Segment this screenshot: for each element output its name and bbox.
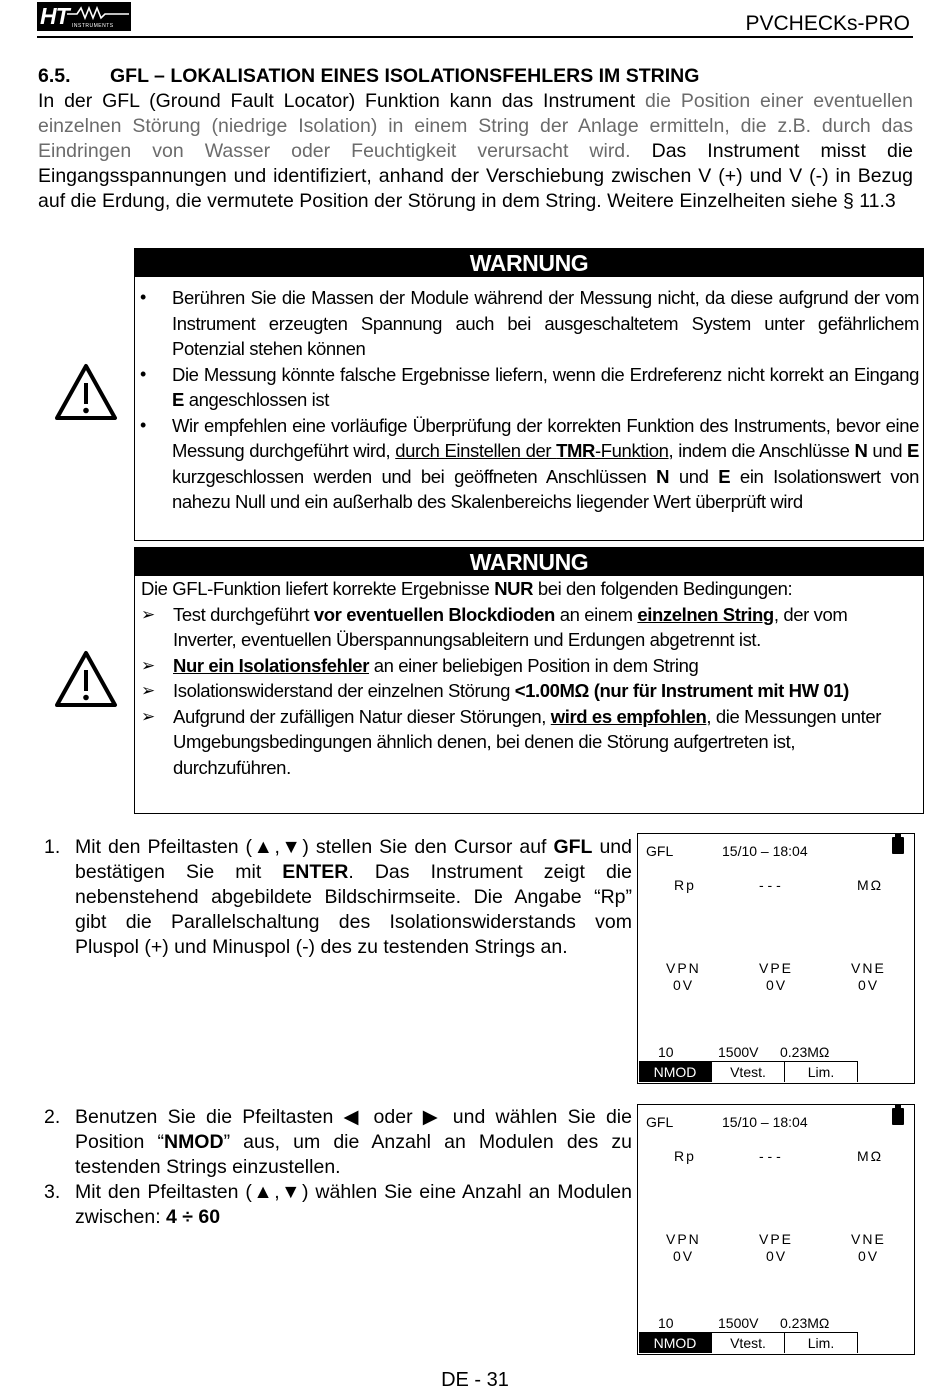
page-number: DE - 31	[441, 1369, 509, 1391]
bullet-text-underlined	[395, 440, 673, 461]
warning-triangle-icon	[54, 650, 118, 708]
step-text: und bestätigen Sie mit	[75, 836, 632, 883]
paragraph-part: In der GFL (Ground Fault Locator) Funktion kann das Instrument	[38, 90, 645, 112]
warning-intro	[135, 576, 923, 602]
warning-bullet	[135, 413, 923, 515]
item-text-bold-underlined: einzelnen String	[637, 603, 774, 625]
lcd-vne-value: 0V	[858, 1248, 880, 1264]
bullet-text-bold: N	[854, 440, 868, 461]
lcd-nmod-value: 10	[658, 1315, 674, 1331]
header-divider	[37, 36, 913, 38]
step-number: 2.	[44, 1106, 61, 1128]
lcd-vtest-value: 1500V	[718, 1044, 759, 1060]
step-text: Mit den Pfeiltasten (▲,▼) wählen Sie eine Anzahl an Modulen zwischen:	[75, 1181, 632, 1228]
lcd-vpn-label: VPN	[666, 1231, 701, 1247]
intro-text-bold: NUR	[494, 578, 534, 599]
step-number: 1.	[44, 836, 61, 858]
bullet-text: Wir empfehlen eine vorläufige Überprüfung der korrekten Funktion des Instruments, bevor eine Messung durchgeführt wird,	[172, 414, 919, 461]
lcd-vpe-value: 0V	[766, 1248, 788, 1264]
lcd-mode: GFL	[646, 1114, 674, 1130]
bullet-text: kurzgeschlossen werden und bei geöffneten Anschlüssen	[172, 465, 657, 487]
lcd-vpn-label: VPN	[666, 960, 701, 976]
item-text: Test durchgeführt	[173, 603, 314, 625]
waveform-icon	[67, 6, 129, 20]
step-number: 3.	[44, 1181, 61, 1203]
lcd-rp-value: - - -	[759, 1148, 781, 1164]
lcd-rp-value: - - -	[759, 877, 781, 893]
step-text: . Das Instrument zeigt die nebenstehend abgebildete Bildschirmseite. Die Angabe “Rp” gibt die Parallelschaltung des Isolationswiderstands vom Pluspol (+) und Minuspol (-) des zu testenden Strings an.	[75, 861, 632, 958]
warning-triangle-icon	[54, 363, 118, 421]
lcd-vpe-label: VPE	[759, 960, 794, 976]
intro-text: bei den folgenden Bedingungen:	[533, 578, 793, 599]
logo-text: HT	[40, 3, 69, 29]
lcd-rp-label: Rp	[674, 1148, 696, 1164]
step-text: ” aus, um die Anzahl an Modulen des zu testenden Strings einzustellen.	[75, 1131, 632, 1178]
lcd-vpe-value: 0V	[766, 977, 788, 993]
condition-item	[135, 653, 923, 679]
step-item	[40, 1105, 632, 1180]
bullet-text-bold: TMR	[556, 440, 595, 461]
step-text-bold: ENTER	[282, 861, 349, 883]
warning-bullet	[135, 362, 923, 413]
tab-vtest[interactable]: Vtest.	[712, 1061, 785, 1082]
ht-instruments-logo	[37, 2, 131, 31]
item-text: Isolationswiderstand der einzelnen Störung	[173, 680, 515, 701]
item-text: an einem	[554, 603, 638, 625]
lcd-vpe-label: VPE	[759, 1231, 794, 1247]
battery-icon	[892, 1108, 904, 1125]
item-text: an einer beliebigen Position in dem String	[369, 654, 699, 676]
item-text: , die Messungen unter Umgebungsbedingungen ähnlich denen, bei denen die Störung aufgertreten ist, durchzuführen.	[173, 705, 882, 778]
paragraph-part-grey: die Position einer eventuellen einzelnen Störung (niedrige Isolation) in einem String der Anlage ermitteln, die z.B. durch das Eindringen von Wasser oder Feuchtigkeit verursacht wird.	[38, 90, 913, 162]
item-text: Aufgrund der zufälligen Natur dieser Störungen,	[173, 705, 551, 727]
warning-title: WARNUNG	[135, 249, 923, 277]
step-item	[40, 835, 632, 960]
warning-box-1	[134, 248, 924, 541]
lcd-screen-1	[637, 833, 915, 1084]
document-title: PVCHECKs-PRO	[745, 12, 910, 35]
steps-group-1	[40, 835, 632, 960]
bullet-text: indem die Anschlüsse	[673, 440, 855, 461]
section-heading	[38, 64, 913, 89]
bullet-text-bold: E	[718, 465, 731, 487]
lcd-rp-unit: MΩ	[857, 1148, 884, 1164]
logo-subtext: INSTRUMENTS	[72, 23, 114, 29]
tab-nmod[interactable]: NMOD	[639, 1061, 712, 1082]
bullet-text: -Funktion,	[595, 440, 674, 461]
condition-item	[135, 704, 923, 781]
bullet-text-bold: E	[172, 389, 184, 410]
lcd-tab-bar	[639, 1061, 858, 1082]
bullet-text: Berühren Sie die Massen der Module während der Messung nicht, da diese aufgrund der vom Instrument erzeugten Spannung auch bei ausgeschaltetem System unter gefährlichem Potenzial stehen können	[172, 287, 919, 359]
warning-box-2	[134, 547, 924, 814]
lcd-mode: GFL	[646, 843, 674, 859]
step-text: Benutzen Sie die Pfeiltasten ◀ oder ▶ und wählen Sie die Position “	[75, 1106, 632, 1153]
lcd-screen-2	[637, 1104, 915, 1355]
lcd-vne-label: VNE	[851, 1231, 886, 1247]
intro-text: Die GFL-Funktion liefert korrekte Ergebnisse	[141, 578, 495, 599]
lcd-tab-bar	[639, 1332, 858, 1353]
tab-vtest[interactable]: Vtest.	[712, 1332, 785, 1353]
item-text-bold: <1.00MΩ (nur für Instrument mit HW 01)	[514, 680, 849, 701]
condition-item	[135, 602, 923, 653]
section-title: GFL – LOKALISATION EINES ISOLATIONSFEHLERS IM STRING	[110, 65, 700, 87]
section-6-5	[38, 64, 913, 214]
lcd-vpn-value: 0V	[673, 1248, 695, 1264]
bullet-text: Die Messung könnte falsche Ergebnisse liefern, wenn die Erdreferenz nicht korrekt an Eingang	[172, 363, 919, 385]
bullet-text: durch Einstellen der	[395, 440, 557, 461]
section-paragraph	[38, 89, 913, 214]
item-text-bold-underlined: Nur ein Isolationsfehler	[173, 654, 369, 676]
lcd-rp-unit: MΩ	[857, 877, 884, 893]
lcd-vne-value: 0V	[858, 977, 880, 993]
paragraph-part: Das Instrument misst die Eingangsspannungen und identifiziert, anhand der Verschiebung zwischen V (+) und V (-) in Bezug auf die Erdung, die vermutete Position der Störung in dem String. Weitere Einzelheiten siehe § 11.3	[38, 140, 913, 212]
bullet-text-bold: E	[907, 440, 919, 461]
battery-icon	[892, 837, 904, 854]
warning-title: WARNUNG	[135, 548, 923, 576]
warning-bullet	[135, 285, 923, 362]
step-text-bold: GFL	[553, 836, 593, 858]
lcd-rp-label: Rp	[674, 877, 696, 893]
bullet-text: und	[669, 465, 719, 487]
bullet-text: ein Isolationswert von nahezu Null und ein außerhalb des Skalenbereichs liegender Wert überprüft wird	[172, 465, 919, 512]
bullet-text: und	[867, 440, 908, 461]
section-number: 6.5.	[38, 65, 71, 87]
lcd-lim-value: 0.23MΩ	[780, 1315, 830, 1331]
lcd-vtest-value: 1500V	[718, 1315, 759, 1331]
condition-item	[135, 678, 923, 704]
item-text-bold-underlined: wird es empfohlen	[550, 705, 707, 727]
lcd-lim-value: 0.23MΩ	[780, 1044, 830, 1060]
lcd-nmod-value: 10	[658, 1044, 674, 1060]
step-text: Mit den Pfeiltasten (▲,▼) stellen Sie den Cursor auf	[75, 836, 554, 858]
bullet-text-bold: N	[656, 465, 670, 487]
item-text-bold: vor eventuellen Blockdioden	[313, 603, 555, 625]
tab-lim[interactable]: Lim.	[785, 1061, 858, 1082]
lcd-vne-label: VNE	[851, 960, 886, 976]
item-text: , der vom Inverter, eventuellen Überspannungsableitern und Erdungen abgetrennt ist.	[173, 603, 848, 650]
bullet-text: angeschlossen ist	[183, 389, 329, 410]
tab-lim[interactable]: Lim.	[785, 1332, 858, 1353]
lcd-datetime: 15/10 – 18:04	[722, 843, 808, 859]
tab-nmod[interactable]: NMOD	[639, 1332, 712, 1353]
step-text-bold: NMOD	[163, 1131, 224, 1153]
steps-group-2	[40, 1105, 632, 1230]
lcd-datetime: 15/10 – 18:04	[722, 1114, 808, 1130]
step-text-bold: 4 ÷ 60	[166, 1206, 221, 1228]
lcd-vpn-value: 0V	[673, 977, 695, 993]
step-item	[40, 1180, 632, 1230]
